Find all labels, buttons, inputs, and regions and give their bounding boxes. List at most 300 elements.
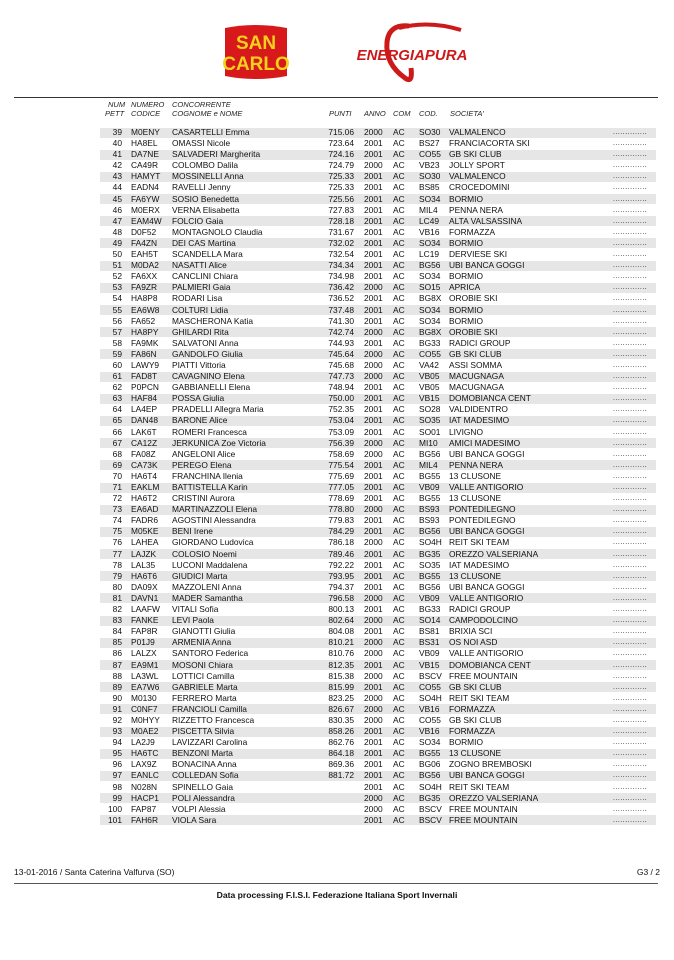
points-cell: 775.54 [328, 459, 354, 470]
table-row [0, 227, 674, 238]
club-name-cell: UBI BANCA GOGGI [449, 260, 525, 271]
birth-year-cell: 2001 [364, 382, 383, 393]
time-placeholder-dots: .............. [613, 384, 648, 392]
club-name-cell: FORMAZZA [449, 226, 496, 237]
bib-number-cell: 48 [112, 226, 122, 237]
table-row [0, 526, 674, 537]
athlete-name-cell: SANTORO Federica [172, 648, 249, 659]
athlete-name-cell: SALVATONI Anna [172, 337, 239, 348]
table-row [0, 648, 674, 659]
athlete-code-cell: EADN4 [131, 182, 159, 193]
athlete-code-cell: LAJZK [131, 548, 157, 559]
club-code-cell: SO4H [419, 781, 442, 792]
club-name-cell: BORMIO [449, 737, 483, 748]
points-cell: 815.99 [328, 681, 354, 692]
time-placeholder-dots: .............. [613, 550, 648, 558]
birth-year-cell: 2001 [364, 149, 383, 160]
table-row [0, 504, 674, 515]
athlete-name-cell: LOTTICI Camilla [172, 670, 235, 681]
birth-year-cell: 2001 [364, 814, 383, 825]
club-code-cell: SO15 [419, 282, 441, 293]
time-placeholder-dots: .............. [613, 561, 648, 569]
bib-number-cell: 72 [112, 493, 122, 504]
points-cell: 736.42 [328, 282, 354, 293]
table-row [0, 737, 674, 748]
club-name-cell: BRIXIA SCI [449, 626, 493, 637]
committee-cell: AC [393, 703, 405, 714]
athlete-code-cell: DA7NE [131, 149, 159, 160]
athlete-name-cell: NASATTI Alice [172, 260, 227, 271]
club-code-cell: BS81 [419, 626, 440, 637]
athlete-name-cell: MADER Samantha [172, 592, 243, 603]
committee-cell: AC [393, 326, 405, 337]
club-code-cell: BS93 [419, 515, 440, 526]
bib-number-cell: 82 [112, 604, 122, 615]
club-code-cell: BS27 [419, 138, 440, 149]
birth-year-cell: 2000 [364, 437, 383, 448]
bib-number-cell: 41 [112, 149, 122, 160]
committee-cell: AC [393, 215, 405, 226]
club-code-cell: SO30 [419, 127, 441, 137]
birth-year-cell: 2000 [364, 371, 383, 382]
header-punti: PUNTI [329, 109, 352, 118]
bib-number-cell: 85 [112, 637, 122, 648]
athlete-code-cell: EA7W6 [131, 681, 160, 692]
birth-year-cell: 2001 [364, 604, 383, 615]
time-placeholder-dots: .............. [613, 284, 648, 292]
bib-number-cell: 60 [112, 359, 122, 370]
birth-year-cell: 2001 [364, 337, 383, 348]
bib-number-cell: 73 [112, 504, 122, 515]
club-code-cell: LC19 [419, 249, 440, 260]
table-row [0, 316, 674, 327]
table-row [0, 127, 674, 138]
time-placeholder-dots: .............. [613, 528, 648, 536]
birth-year-cell: 2001 [364, 748, 383, 759]
athlete-name-cell: VIOLA Sara [172, 814, 217, 825]
athlete-name-cell: GABRIELE Marta [172, 681, 238, 692]
birth-year-cell: 2000 [364, 670, 383, 681]
points-cell: 796.58 [328, 592, 354, 603]
table-row [0, 282, 674, 293]
bib-number-cell: 79 [112, 570, 122, 581]
table-row [0, 160, 674, 171]
athlete-name-cell: MASCHERONA Katia [172, 315, 253, 326]
points-cell: 745.68 [328, 359, 354, 370]
bib-number-cell: 43 [112, 171, 122, 182]
bib-number-cell: 81 [112, 592, 122, 603]
club-code-cell: BG55 [419, 470, 441, 481]
points-cell: 753.09 [328, 426, 354, 437]
table-row [0, 704, 674, 715]
committee-cell: AC [393, 670, 405, 681]
athlete-code-cell: FAP87 [131, 803, 157, 814]
points-cell: 794.37 [328, 581, 354, 592]
points-cell: 815.38 [328, 670, 354, 681]
athlete-name-cell: GABBIANELLI Elena [172, 382, 251, 393]
birth-year-cell: 2001 [364, 182, 383, 193]
athlete-code-cell: LAL35 [131, 559, 156, 570]
birth-year-cell: 2000 [364, 648, 383, 659]
club-name-cell: OROBIE SKI [449, 293, 498, 304]
club-name-cell: OREZZO VALSERIANA [449, 548, 539, 559]
athlete-code-cell: FA4ZN [131, 237, 158, 248]
header-divider [14, 97, 658, 98]
club-name-cell: BORMIO [449, 193, 483, 204]
birth-year-cell: 2000 [364, 792, 383, 803]
athlete-code-cell: FANKE [131, 615, 159, 626]
header-cognome-nome: COGNOME e NOME [172, 109, 243, 118]
athlete-name-cell: ANGELONI Alice [172, 448, 236, 459]
time-placeholder-dots: .............. [613, 306, 648, 314]
athlete-name-cell: VITALI Sofia [172, 604, 219, 615]
birth-year-cell: 2001 [364, 493, 383, 504]
birth-year-cell: 2001 [364, 470, 383, 481]
bib-number-cell: 39 [112, 127, 122, 137]
athlete-name-cell: PALMIERI Gaia [172, 282, 231, 293]
bib-number-cell: 80 [112, 581, 122, 592]
table-row [0, 404, 674, 415]
bib-number-cell: 42 [112, 160, 122, 171]
club-name-cell: OREZZO VALSERIANA [449, 792, 539, 803]
birth-year-cell: 2000 [364, 160, 383, 171]
athlete-name-cell: MOSONI Chiara [172, 659, 233, 670]
points-cell: 737.48 [328, 304, 354, 315]
athlete-name-cell: DEI CAS Martina [172, 237, 236, 248]
bib-number-cell: 93 [112, 726, 122, 737]
points-cell: 864.18 [328, 748, 354, 759]
bib-number-cell: 99 [112, 792, 122, 803]
athlete-code-cell: FA9ZR [131, 282, 158, 293]
points-cell: 732.54 [328, 249, 354, 260]
time-placeholder-dots: .............. [613, 716, 648, 724]
table-row [0, 782, 674, 793]
footer-data-processing: Data processing F.I.S.I. Federazione Italiana Sport Invernali [216, 890, 458, 900]
bib-number-cell: 95 [112, 748, 122, 759]
athlete-name-cell: GANDOLFO Giulia [172, 348, 243, 359]
points-cell: 779.83 [328, 515, 354, 526]
club-code-cell: BS31 [419, 637, 440, 648]
committee-cell: AC [393, 515, 405, 526]
points-cell: 810.21 [328, 637, 354, 648]
committee-cell: AC [393, 437, 405, 448]
bib-number-cell: 54 [112, 293, 122, 304]
time-placeholder-dots: .............. [613, 495, 648, 503]
table-row [0, 582, 674, 593]
committee-cell: AC [393, 537, 405, 548]
athlete-name-cell: OMASSI Nicole [172, 138, 231, 149]
athlete-name-cell: CASARTELLI Emma [172, 127, 250, 137]
club-name-cell: REIT SKI TEAM [449, 692, 510, 703]
birth-year-cell: 2000 [364, 592, 383, 603]
table-row [0, 449, 674, 460]
committee-cell: AC [393, 470, 405, 481]
birth-year-cell: 2000 [364, 348, 383, 359]
table-row [0, 171, 674, 182]
committee-cell: AC [393, 626, 405, 637]
san-carlo-text-top: SAN [235, 33, 277, 54]
athlete-name-cell: BENI Irene [172, 526, 213, 537]
points-cell: 804.08 [328, 626, 354, 637]
club-code-cell: LC49 [419, 215, 440, 226]
club-name-cell: 13 CLUSONE [449, 570, 502, 581]
club-code-cell: BSCV [419, 670, 442, 681]
bib-number-cell: 91 [112, 703, 122, 714]
committee-cell: AC [393, 171, 405, 182]
athlete-name-cell: PRADELLI Allegra Maria [172, 404, 264, 415]
points-cell: 745.64 [328, 348, 354, 359]
time-placeholder-dots: .............. [613, 195, 648, 203]
athlete-name-cell: COLTURI Lidia [172, 304, 229, 315]
club-code-cell: BG35 [419, 548, 441, 559]
bib-number-cell: 74 [112, 515, 122, 526]
club-name-cell: ALTA VALSASSINA [449, 215, 523, 226]
birth-year-cell: 2000 [364, 282, 383, 293]
athlete-code-cell: M0AE2 [131, 726, 159, 737]
club-code-cell: VB15 [419, 659, 440, 670]
points-cell: 812.35 [328, 659, 354, 670]
birth-year-cell: 2000 [364, 448, 383, 459]
table-row [0, 715, 674, 726]
table-row [0, 693, 674, 704]
birth-year-cell: 2001 [364, 404, 383, 415]
athlete-code-cell: HA8P8 [131, 293, 158, 304]
time-placeholder-dots: .............. [613, 162, 648, 170]
points-cell: 742.74 [328, 326, 354, 337]
table-row [0, 238, 674, 249]
athlete-code-cell: P01J9 [131, 637, 155, 648]
club-code-cell: VB05 [419, 382, 440, 393]
athlete-code-cell: FAH6R [131, 814, 158, 825]
athlete-name-cell: MONTAGNOLO Claudia [172, 226, 263, 237]
birth-year-cell: 2000 [364, 637, 383, 648]
birth-year-cell: 2001 [364, 260, 383, 271]
birth-year-cell: 2000 [364, 615, 383, 626]
bib-number-cell: 49 [112, 237, 122, 248]
birth-year-cell: 2001 [364, 193, 383, 204]
athlete-code-cell: HA6T6 [131, 570, 158, 581]
athlete-name-cell: VERNA Elisabetta [172, 204, 240, 215]
committee-cell: AC [393, 659, 405, 670]
athlete-code-cell: M0HYY [131, 714, 160, 725]
club-code-cell: CO55 [419, 149, 441, 160]
athlete-name-cell: SPINELLO Gaia [172, 781, 233, 792]
points-cell: 725.56 [328, 193, 354, 204]
club-name-cell: VALLE ANTIGORIO [449, 592, 524, 603]
athlete-code-cell: LALZX [131, 648, 157, 659]
athlete-name-cell: SALVADERI Margherita [172, 149, 261, 160]
time-placeholder-dots: .............. [613, 617, 648, 625]
club-code-cell: SO30 [419, 171, 441, 182]
points-cell: 802.64 [328, 615, 354, 626]
club-code-cell: VB09 [419, 648, 440, 659]
table-row [0, 182, 674, 193]
club-name-cell: ASSI SOMMA [449, 359, 503, 370]
committee-cell: AC [393, 637, 405, 648]
athlete-code-cell: CA49R [131, 160, 158, 171]
table-row [0, 271, 674, 282]
bib-number-cell: 51 [112, 260, 122, 271]
athlete-name-cell: POLI Alessandra [172, 792, 235, 803]
table-row [0, 149, 674, 160]
club-name-cell: FREE MOUNTAIN [449, 803, 518, 814]
athlete-name-cell: GIANOTTI Giulia [172, 626, 236, 637]
time-placeholder-dots: .............. [613, 228, 648, 236]
committee-cell: AC [393, 770, 405, 781]
athlete-code-cell: M05KE [131, 526, 159, 537]
athlete-code-cell: CA12Z [131, 437, 158, 448]
athlete-name-cell: JERKUNICA Zoe Victoria [172, 437, 266, 448]
club-code-cell: SO01 [419, 426, 441, 437]
birth-year-cell: 2001 [364, 515, 383, 526]
time-placeholder-dots: .............. [613, 683, 648, 691]
club-code-cell: VB05 [419, 371, 440, 382]
club-name-cell: IAT MADESIMO [449, 559, 510, 570]
committee-cell: AC [393, 482, 405, 492]
time-placeholder-dots: .............. [613, 672, 648, 680]
committee-cell: AC [393, 748, 405, 759]
club-name-cell: MACUGNAGA [449, 382, 504, 393]
bib-number-cell: 63 [112, 393, 122, 404]
committee-cell: AC [393, 648, 405, 659]
table-row [0, 194, 674, 205]
birth-year-cell: 2000 [364, 504, 383, 515]
birth-year-cell: 2001 [364, 548, 383, 559]
athlete-code-cell: DAVN1 [131, 592, 159, 603]
club-name-cell: VALLE ANTIGORIO [449, 482, 524, 492]
birth-year-cell: 2000 [364, 803, 383, 814]
bib-number-cell: 47 [112, 215, 122, 226]
athlete-code-cell: FADR6 [131, 515, 158, 526]
points-cell: 858.26 [328, 726, 354, 737]
committee-cell: AC [393, 160, 405, 171]
club-name-cell: GB SKI CLUB [449, 348, 502, 359]
bib-number-cell: 101 [108, 814, 122, 825]
time-placeholder-dots: .............. [613, 129, 648, 136]
san-carlo-text-bottom: CARLO [222, 54, 290, 75]
energia-pura-text: ENERGIAPURA [356, 47, 468, 64]
club-code-cell: VB16 [419, 226, 440, 237]
points-cell: 734.34 [328, 260, 354, 271]
birth-year-cell: 2000 [364, 359, 383, 370]
athlete-name-cell: RODARI Lisa [172, 293, 223, 304]
athlete-code-cell: HAMYT [131, 171, 161, 182]
committee-cell: AC [393, 415, 405, 426]
time-placeholder-dots: .............. [613, 728, 648, 736]
club-name-cell: MACUGNAGA [449, 371, 504, 382]
table-row [0, 726, 674, 737]
committee-cell: AC [393, 726, 405, 737]
time-placeholder-dots: .............. [613, 484, 648, 491]
table-row [0, 759, 674, 770]
time-placeholder-dots: .............. [613, 217, 648, 225]
bib-number-cell: 90 [112, 692, 122, 703]
table-row [0, 349, 674, 360]
points-cell: 758.69 [328, 448, 354, 459]
table-row [0, 804, 674, 815]
bib-number-cell: 46 [112, 204, 122, 215]
table-row [0, 660, 674, 671]
time-placeholder-dots: .............. [613, 461, 648, 469]
club-name-cell: REIT SKI TEAM [449, 781, 510, 792]
club-name-cell: DOMOBIANCA CENT [449, 393, 531, 404]
athlete-name-cell: CANCLINI Chiara [172, 271, 239, 282]
points-cell: 734.98 [328, 271, 354, 282]
points-cell: 752.35 [328, 404, 354, 415]
time-placeholder-dots: .............. [613, 395, 648, 403]
club-code-cell: BG33 [419, 337, 441, 348]
athlete-code-cell: DA09X [131, 581, 158, 592]
points-cell: 800.13 [328, 604, 354, 615]
athlete-name-cell: BATTISTELLA Karin [172, 482, 248, 492]
committee-cell: AC [393, 570, 405, 581]
time-placeholder-dots: .............. [613, 350, 648, 358]
athlete-code-cell: HA6TC [131, 748, 159, 759]
time-placeholder-dots: .............. [613, 606, 648, 614]
table-row [0, 216, 674, 227]
bib-number-cell: 65 [112, 415, 122, 426]
athlete-code-cell: C0NF7 [131, 703, 158, 714]
club-name-cell: VALMALENCO [449, 171, 506, 182]
header-codice: CODICE [131, 109, 161, 118]
table-row [0, 305, 674, 316]
points-cell: 748.94 [328, 382, 354, 393]
committee-cell: AC [393, 204, 405, 215]
points-cell: 715.06 [328, 127, 354, 137]
club-code-cell: BSCV [419, 803, 442, 814]
points-cell: 775.69 [328, 470, 354, 481]
birth-year-cell: 2001 [364, 249, 383, 260]
bib-number-cell: 52 [112, 271, 122, 282]
bib-number-cell: 45 [112, 193, 122, 204]
time-placeholder-dots: .............. [613, 594, 648, 602]
athlete-name-cell: COLLEDAN Sofia [172, 770, 239, 781]
club-name-cell: IAT MADESIMO [449, 415, 510, 426]
birth-year-cell: 2001 [364, 626, 383, 637]
committee-cell: AC [393, 260, 405, 271]
club-name-cell: 13 CLUSONE [449, 493, 502, 504]
bib-number-cell: 66 [112, 426, 122, 437]
athlete-code-cell: HA6T2 [131, 493, 158, 504]
club-code-cell: SO4H [419, 692, 442, 703]
athlete-name-cell: RIZZETTO Francesca [172, 714, 255, 725]
club-code-cell: VB09 [419, 592, 440, 603]
header-societa: SOCIETA' [450, 109, 484, 118]
points-cell: 744.93 [328, 337, 354, 348]
points-cell: 777.05 [328, 482, 354, 492]
footer-date-location: 13-01-2016 / Santa Caterina Valfurva (SO) [14, 867, 175, 877]
club-name-cell: UBI BANCA GOGGI [449, 448, 525, 459]
table-row [0, 438, 674, 449]
committee-cell: AC [393, 249, 405, 260]
table-row [0, 393, 674, 404]
club-code-cell: SO34 [419, 737, 441, 748]
club-code-cell: BG55 [419, 493, 441, 504]
points-cell: 810.76 [328, 648, 354, 659]
club-name-cell: FORMAZZA [449, 703, 496, 714]
club-name-cell: ZOGNO BREMBOSKI [449, 759, 532, 770]
time-placeholder-dots: .............. [613, 805, 648, 813]
athlete-name-cell: LUCONI Maddalena [172, 559, 248, 570]
committee-cell: AC [393, 803, 405, 814]
athlete-code-cell: LAHEA [131, 537, 159, 548]
committee-cell: AC [393, 348, 405, 359]
club-name-cell: VALLE ANTIGORIO [449, 648, 524, 659]
club-name-cell: JOLLY SPORT [449, 160, 505, 171]
points-cell: 881.72 [328, 770, 354, 781]
committee-cell: AC [393, 692, 405, 703]
birth-year-cell: 2001 [364, 526, 383, 537]
